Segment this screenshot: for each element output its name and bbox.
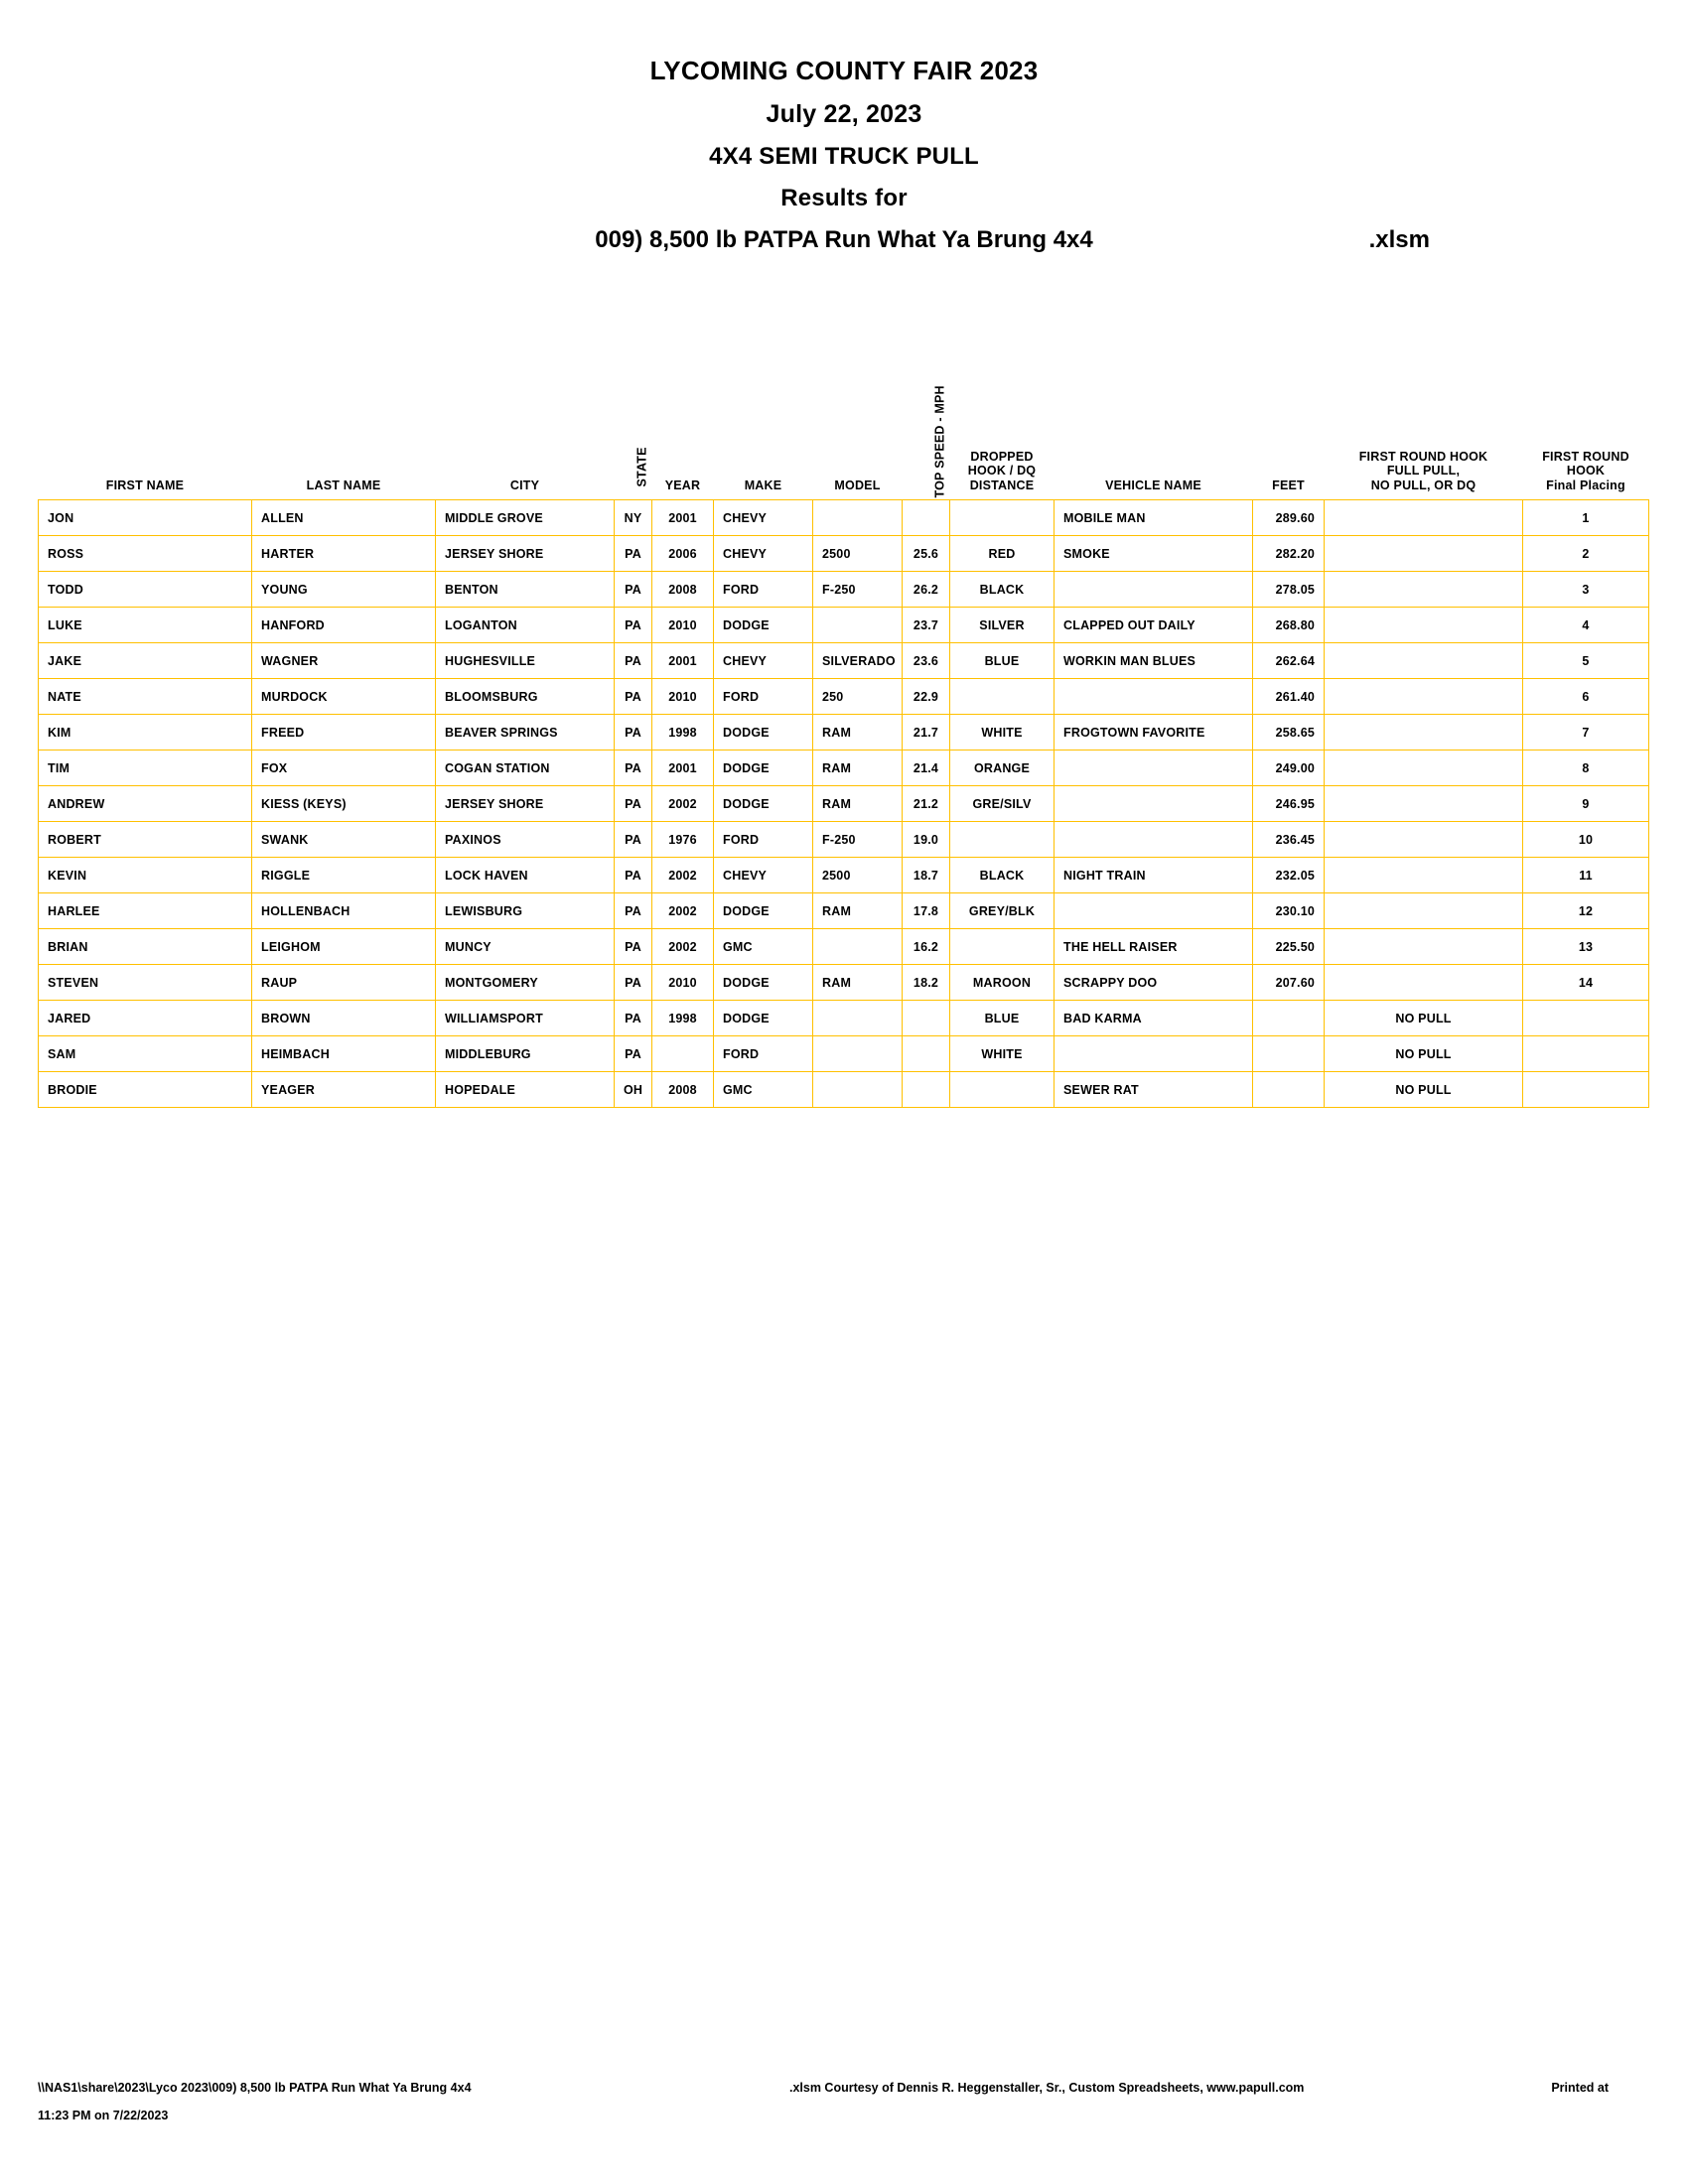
cell-final-placing: 3: [1523, 572, 1649, 608]
cell-last-name: HANFORD: [252, 608, 436, 643]
table-row: [39, 1072, 1649, 1108]
cell-city: HOPEDALE: [436, 1072, 615, 1108]
cell-feet: 289.60: [1253, 500, 1325, 536]
cell-first-name: BRODIE: [39, 1072, 252, 1108]
cell-dropped-hook: WHITE: [950, 1036, 1055, 1072]
cell-city: COGAN STATION: [436, 751, 615, 786]
cell-last-name: WAGNER: [252, 643, 436, 679]
cell-first-round-hook: [1325, 715, 1523, 751]
cell-year: 2010: [652, 965, 714, 1001]
cell-dropped-hook: BLUE: [950, 643, 1055, 679]
document-header: [0, 0, 1688, 254]
cell-final-placing: 8: [1523, 751, 1649, 786]
cell-model: SILVERADO: [813, 643, 903, 679]
cell-dropped-hook: GRE/SILV: [950, 786, 1055, 822]
cell-first-round-hook: [1325, 679, 1523, 715]
cell-year: [652, 1036, 714, 1072]
cell-year: 2001: [652, 751, 714, 786]
cell-top-speed: [903, 1001, 950, 1036]
file-extension: .xlsm: [1368, 226, 1430, 253]
cell-city: LEWISBURG: [436, 893, 615, 929]
cell-dropped-hook: RED: [950, 536, 1055, 572]
class-title: 009) 8,500 lb PATPA Run What Ya Brung 4x4: [595, 226, 1093, 253]
cell-final-placing: 5: [1523, 643, 1649, 679]
cell-final-placing: 12: [1523, 893, 1649, 929]
cell-make: DODGE: [714, 965, 813, 1001]
table-row: [39, 572, 1649, 608]
document-footer: [38, 2081, 1650, 2122]
cell-feet: [1253, 1036, 1325, 1072]
cell-city: HUGHESVILLE: [436, 643, 615, 679]
cell-final-placing: [1523, 1001, 1649, 1036]
cell-make: FORD: [714, 572, 813, 608]
cell-vehicle-name: FROGTOWN FAVORITE: [1055, 715, 1253, 751]
cell-make: GMC: [714, 1072, 813, 1108]
fair-title: LYCOMING COUNTY FAIR 2023: [649, 56, 1039, 85]
cell-first-round-hook: [1325, 572, 1523, 608]
col-header-place-l3: Final Placing: [1546, 478, 1625, 492]
cell-first-name: LUKE: [39, 608, 252, 643]
col-header-top-speed-l3: - MPH: [932, 385, 947, 422]
cell-state: PA: [615, 572, 652, 608]
cell-final-placing: 4: [1523, 608, 1649, 643]
event-title: 4X4 SEMI TRUCK PULL: [709, 143, 979, 170]
cell-vehicle-name: NIGHT TRAIN: [1055, 858, 1253, 893]
cell-vehicle-name: [1055, 822, 1253, 858]
class-title-row: [0, 226, 1688, 254]
cell-city: BENTON: [436, 572, 615, 608]
cell-first-name: ANDREW: [39, 786, 252, 822]
cell-vehicle-name: THE HELL RAISER: [1055, 929, 1253, 965]
cell-state: PA: [615, 643, 652, 679]
col-header-top-speed-l2: SPEED: [932, 425, 947, 469]
cell-feet: 236.45: [1253, 822, 1325, 858]
col-header-hook-l3: NO PULL, OR DQ: [1370, 478, 1477, 492]
cell-feet: 258.65: [1253, 715, 1325, 751]
cell-state: PA: [615, 715, 652, 751]
cell-model: [813, 1036, 903, 1072]
cell-last-name: SWANK: [252, 822, 436, 858]
cell-feet: 262.64: [1253, 643, 1325, 679]
cell-last-name: HARTER: [252, 536, 436, 572]
cell-dropped-hook: ORANGE: [950, 751, 1055, 786]
cell-top-speed: 21.4: [903, 751, 950, 786]
cell-first-name: HARLEE: [39, 893, 252, 929]
cell-model: [813, 608, 903, 643]
col-header-hook-l1: FIRST ROUND HOOK: [1358, 449, 1488, 464]
cell-final-placing: 14: [1523, 965, 1649, 1001]
cell-first-name: ROBERT: [39, 822, 252, 858]
cell-year: 2008: [652, 572, 714, 608]
col-header-dropped-l3: DISTANCE: [969, 478, 1035, 492]
cell-dropped-hook: [950, 679, 1055, 715]
cell-first-name: JARED: [39, 1001, 252, 1036]
fair-date: July 22, 2023: [766, 100, 922, 128]
cell-final-placing: 13: [1523, 929, 1649, 965]
cell-first-round-hook: [1325, 786, 1523, 822]
cell-dropped-hook: BLACK: [950, 858, 1055, 893]
cell-first-round-hook: NO PULL: [1325, 1072, 1523, 1108]
col-header-feet: FEET: [1272, 478, 1305, 492]
col-header-dropped-l2: HOOK / DQ: [967, 464, 1037, 478]
cell-model: 2500: [813, 858, 903, 893]
cell-make: CHEVY: [714, 500, 813, 536]
cell-make: DODGE: [714, 715, 813, 751]
cell-top-speed: 22.9: [903, 679, 950, 715]
cell-top-speed: 18.7: [903, 858, 950, 893]
cell-year: 2001: [652, 643, 714, 679]
cell-dropped-hook: GREY/BLK: [950, 893, 1055, 929]
table-row: [39, 751, 1649, 786]
cell-year: 1976: [652, 822, 714, 858]
cell-first-name: NATE: [39, 679, 252, 715]
table-row: [39, 786, 1649, 822]
cell-state: PA: [615, 822, 652, 858]
cell-feet: 261.40: [1253, 679, 1325, 715]
cell-vehicle-name: [1055, 679, 1253, 715]
cell-final-placing: [1523, 1072, 1649, 1108]
col-header-year: YEAR: [664, 478, 701, 492]
cell-year: 2002: [652, 786, 714, 822]
cell-last-name: HEIMBACH: [252, 1036, 436, 1072]
cell-dropped-hook: BLUE: [950, 1001, 1055, 1036]
cell-first-name: KIM: [39, 715, 252, 751]
cell-feet: 225.50: [1253, 929, 1325, 965]
results-label: Results for: [780, 185, 908, 211]
cell-first-round-hook: [1325, 929, 1523, 965]
cell-top-speed: 25.6: [903, 536, 950, 572]
cell-feet: [1253, 1072, 1325, 1108]
cell-top-speed: 26.2: [903, 572, 950, 608]
col-header-first-name: FIRST NAME: [105, 478, 185, 492]
cell-last-name: LEIGHOM: [252, 929, 436, 965]
results-table-body: [39, 500, 1649, 1108]
table-row: [39, 500, 1649, 536]
cell-top-speed: 23.7: [903, 608, 950, 643]
col-header-top-speed-l1: TOP: [932, 472, 947, 498]
table-row: [39, 715, 1649, 751]
table-row: [39, 608, 1649, 643]
cell-feet: 268.80: [1253, 608, 1325, 643]
cell-model: RAM: [813, 751, 903, 786]
cell-dropped-hook: MAROON: [950, 965, 1055, 1001]
cell-vehicle-name: [1055, 893, 1253, 929]
cell-first-name: TIM: [39, 751, 252, 786]
col-header-top-speed: [903, 385, 950, 500]
cell-make: FORD: [714, 1036, 813, 1072]
cell-feet: 278.05: [1253, 572, 1325, 608]
cell-state: PA: [615, 751, 652, 786]
cell-make: DODGE: [714, 893, 813, 929]
cell-vehicle-name: [1055, 1036, 1253, 1072]
cell-vehicle-name: BAD KARMA: [1055, 1001, 1253, 1036]
cell-model: RAM: [813, 715, 903, 751]
col-header-last-name: LAST NAME: [306, 478, 381, 492]
results-table: [38, 385, 1649, 1108]
col-header-place-l1: FIRST ROUND: [1542, 449, 1629, 464]
cell-city: LOCK HAVEN: [436, 858, 615, 893]
cell-vehicle-name: SCRAPPY DOO: [1055, 965, 1253, 1001]
cell-year: 2008: [652, 1072, 714, 1108]
cell-dropped-hook: [950, 822, 1055, 858]
cell-last-name: FREED: [252, 715, 436, 751]
cell-make: CHEVY: [714, 643, 813, 679]
cell-final-placing: 10: [1523, 822, 1649, 858]
col-header-hook-l2: FULL PULL,: [1386, 464, 1461, 478]
cell-make: FORD: [714, 822, 813, 858]
cell-top-speed: 19.0: [903, 822, 950, 858]
cell-vehicle-name: [1055, 786, 1253, 822]
table-row: [39, 893, 1649, 929]
cell-year: 2002: [652, 893, 714, 929]
cell-last-name: KIESS (KEYS): [252, 786, 436, 822]
cell-city: MIDDLE GROVE: [436, 500, 615, 536]
cell-model: 250: [813, 679, 903, 715]
cell-model: [813, 929, 903, 965]
cell-first-round-hook: [1325, 643, 1523, 679]
table-row: [39, 858, 1649, 893]
cell-city: MONTGOMERY: [436, 965, 615, 1001]
cell-final-placing: [1523, 1036, 1649, 1072]
cell-state: PA: [615, 858, 652, 893]
results-table-wrapper: [38, 385, 1648, 1108]
cell-top-speed: [903, 500, 950, 536]
footer-credit: .xlsm Courtesy of Dennis R. Heggenstaller, Sr., Custom Spreadsheets, www.papull.com: [789, 2081, 1305, 2095]
cell-first-name: BRIAN: [39, 929, 252, 965]
cell-city: MUNCY: [436, 929, 615, 965]
cell-last-name: RAUP: [252, 965, 436, 1001]
cell-final-placing: 9: [1523, 786, 1649, 822]
cell-year: 1998: [652, 715, 714, 751]
col-header-city: CITY: [509, 478, 540, 492]
cell-dropped-hook: [950, 1072, 1055, 1108]
cell-final-placing: 6: [1523, 679, 1649, 715]
cell-top-speed: 21.2: [903, 786, 950, 822]
col-header-first-round-hook: [1325, 429, 1523, 500]
cell-last-name: FOX: [252, 751, 436, 786]
cell-first-round-hook: [1325, 822, 1523, 858]
col-header-dropped-l1: DROPPED: [970, 449, 1034, 464]
cell-vehicle-name: WORKIN MAN BLUES: [1055, 643, 1253, 679]
cell-city: PAXINOS: [436, 822, 615, 858]
cell-first-name: SAM: [39, 1036, 252, 1072]
cell-make: CHEVY: [714, 858, 813, 893]
table-row: [39, 536, 1649, 572]
cell-vehicle-name: SMOKE: [1055, 536, 1253, 572]
cell-last-name: MURDOCK: [252, 679, 436, 715]
cell-state: NY: [615, 500, 652, 536]
col-header-place-l2: HOOK: [1566, 464, 1606, 478]
cell-make: GMC: [714, 929, 813, 965]
cell-make: DODGE: [714, 751, 813, 786]
cell-dropped-hook: [950, 500, 1055, 536]
cell-year: 2006: [652, 536, 714, 572]
cell-first-round-hook: NO PULL: [1325, 1001, 1523, 1036]
cell-model: [813, 1001, 903, 1036]
cell-city: JERSEY SHORE: [436, 536, 615, 572]
cell-top-speed: 21.7: [903, 715, 950, 751]
cell-first-round-hook: [1325, 500, 1523, 536]
cell-year: 2001: [652, 500, 714, 536]
cell-state: PA: [615, 1001, 652, 1036]
cell-first-name: TODD: [39, 572, 252, 608]
cell-state: OH: [615, 1072, 652, 1108]
table-header-row: [39, 385, 1649, 500]
table-row: [39, 1036, 1649, 1072]
cell-feet: [1253, 1001, 1325, 1036]
cell-vehicle-name: MOBILE MAN: [1055, 500, 1253, 536]
cell-feet: 207.60: [1253, 965, 1325, 1001]
cell-feet: 249.00: [1253, 751, 1325, 786]
cell-first-round-hook: [1325, 536, 1523, 572]
cell-dropped-hook: BLACK: [950, 572, 1055, 608]
cell-feet: 232.05: [1253, 858, 1325, 893]
cell-city: BEAVER SPRINGS: [436, 715, 615, 751]
cell-city: WILLIAMSPORT: [436, 1001, 615, 1036]
footer-printed-label: Printed at: [1551, 2081, 1609, 2095]
cell-last-name: HOLLENBACH: [252, 893, 436, 929]
cell-top-speed: [903, 1072, 950, 1108]
cell-last-name: YEAGER: [252, 1072, 436, 1108]
cell-first-round-hook: [1325, 965, 1523, 1001]
cell-model: [813, 500, 903, 536]
cell-first-name: STEVEN: [39, 965, 252, 1001]
cell-make: FORD: [714, 679, 813, 715]
cell-model: 2500: [813, 536, 903, 572]
table-row: [39, 822, 1649, 858]
cell-state: PA: [615, 679, 652, 715]
table-row: [39, 1001, 1649, 1036]
cell-dropped-hook: WHITE: [950, 715, 1055, 751]
cell-model: [813, 1072, 903, 1108]
cell-last-name: BROWN: [252, 1001, 436, 1036]
cell-first-name: JON: [39, 500, 252, 536]
cell-feet: 282.20: [1253, 536, 1325, 572]
cell-last-name: YOUNG: [252, 572, 436, 608]
cell-vehicle-name: [1055, 572, 1253, 608]
cell-model: RAM: [813, 786, 903, 822]
cell-model: RAM: [813, 893, 903, 929]
cell-city: JERSEY SHORE: [436, 786, 615, 822]
col-header-vehicle-name: VEHICLE NAME: [1105, 478, 1201, 492]
cell-final-placing: 1: [1523, 500, 1649, 536]
col-header-model: MODEL: [834, 478, 881, 492]
cell-first-round-hook: [1325, 608, 1523, 643]
table-row: [39, 929, 1649, 965]
cell-top-speed: 23.6: [903, 643, 950, 679]
cell-dropped-hook: SILVER: [950, 608, 1055, 643]
cell-first-name: JAKE: [39, 643, 252, 679]
cell-state: PA: [615, 608, 652, 643]
cell-year: 2010: [652, 679, 714, 715]
cell-top-speed: 16.2: [903, 929, 950, 965]
cell-city: BLOOMSBURG: [436, 679, 615, 715]
cell-model: F-250: [813, 572, 903, 608]
table-row: [39, 679, 1649, 715]
table-row: [39, 643, 1649, 679]
cell-dropped-hook: [950, 929, 1055, 965]
cell-make: DODGE: [714, 786, 813, 822]
cell-last-name: RIGGLE: [252, 858, 436, 893]
cell-first-name: ROSS: [39, 536, 252, 572]
col-header-final-placing: [1523, 429, 1649, 500]
cell-make: CHEVY: [714, 536, 813, 572]
cell-state: PA: [615, 929, 652, 965]
cell-first-round-hook: [1325, 751, 1523, 786]
cell-vehicle-name: CLAPPED OUT DAILY: [1055, 608, 1253, 643]
footer-file-path: \\NAS1\share\2023\Lyco 2023\009) 8,500 lb PATPA Run What Ya Brung 4x4: [38, 2081, 472, 2095]
cell-model: RAM: [813, 965, 903, 1001]
cell-state: PA: [615, 893, 652, 929]
cell-first-round-hook: NO PULL: [1325, 1036, 1523, 1072]
cell-last-name: ALLEN: [252, 500, 436, 536]
cell-city: MIDDLEBURG: [436, 1036, 615, 1072]
cell-vehicle-name: SEWER RAT: [1055, 1072, 1253, 1108]
cell-year: 2002: [652, 929, 714, 965]
cell-city: LOGANTON: [436, 608, 615, 643]
cell-state: PA: [615, 536, 652, 572]
footer-printed-time: 11:23 PM on 7/22/2023: [38, 2109, 169, 2122]
col-header-state: STATE: [634, 447, 649, 487]
cell-year: 1998: [652, 1001, 714, 1036]
cell-make: DODGE: [714, 1001, 813, 1036]
cell-final-placing: 2: [1523, 536, 1649, 572]
col-header-dropped-hook: [950, 429, 1055, 500]
cell-first-name: KEVIN: [39, 858, 252, 893]
cell-model: F-250: [813, 822, 903, 858]
cell-final-placing: 7: [1523, 715, 1649, 751]
cell-year: 2002: [652, 858, 714, 893]
cell-state: PA: [615, 1036, 652, 1072]
cell-top-speed: [903, 1036, 950, 1072]
cell-final-placing: 11: [1523, 858, 1649, 893]
table-row: [39, 965, 1649, 1001]
cell-first-round-hook: [1325, 858, 1523, 893]
cell-year: 2010: [652, 608, 714, 643]
cell-first-round-hook: [1325, 893, 1523, 929]
cell-top-speed: 18.2: [903, 965, 950, 1001]
cell-feet: 246.95: [1253, 786, 1325, 822]
cell-state: PA: [615, 786, 652, 822]
col-header-make: MAKE: [744, 478, 782, 492]
cell-state: PA: [615, 965, 652, 1001]
cell-make: DODGE: [714, 608, 813, 643]
cell-top-speed: 17.8: [903, 893, 950, 929]
cell-feet: 230.10: [1253, 893, 1325, 929]
cell-vehicle-name: [1055, 751, 1253, 786]
